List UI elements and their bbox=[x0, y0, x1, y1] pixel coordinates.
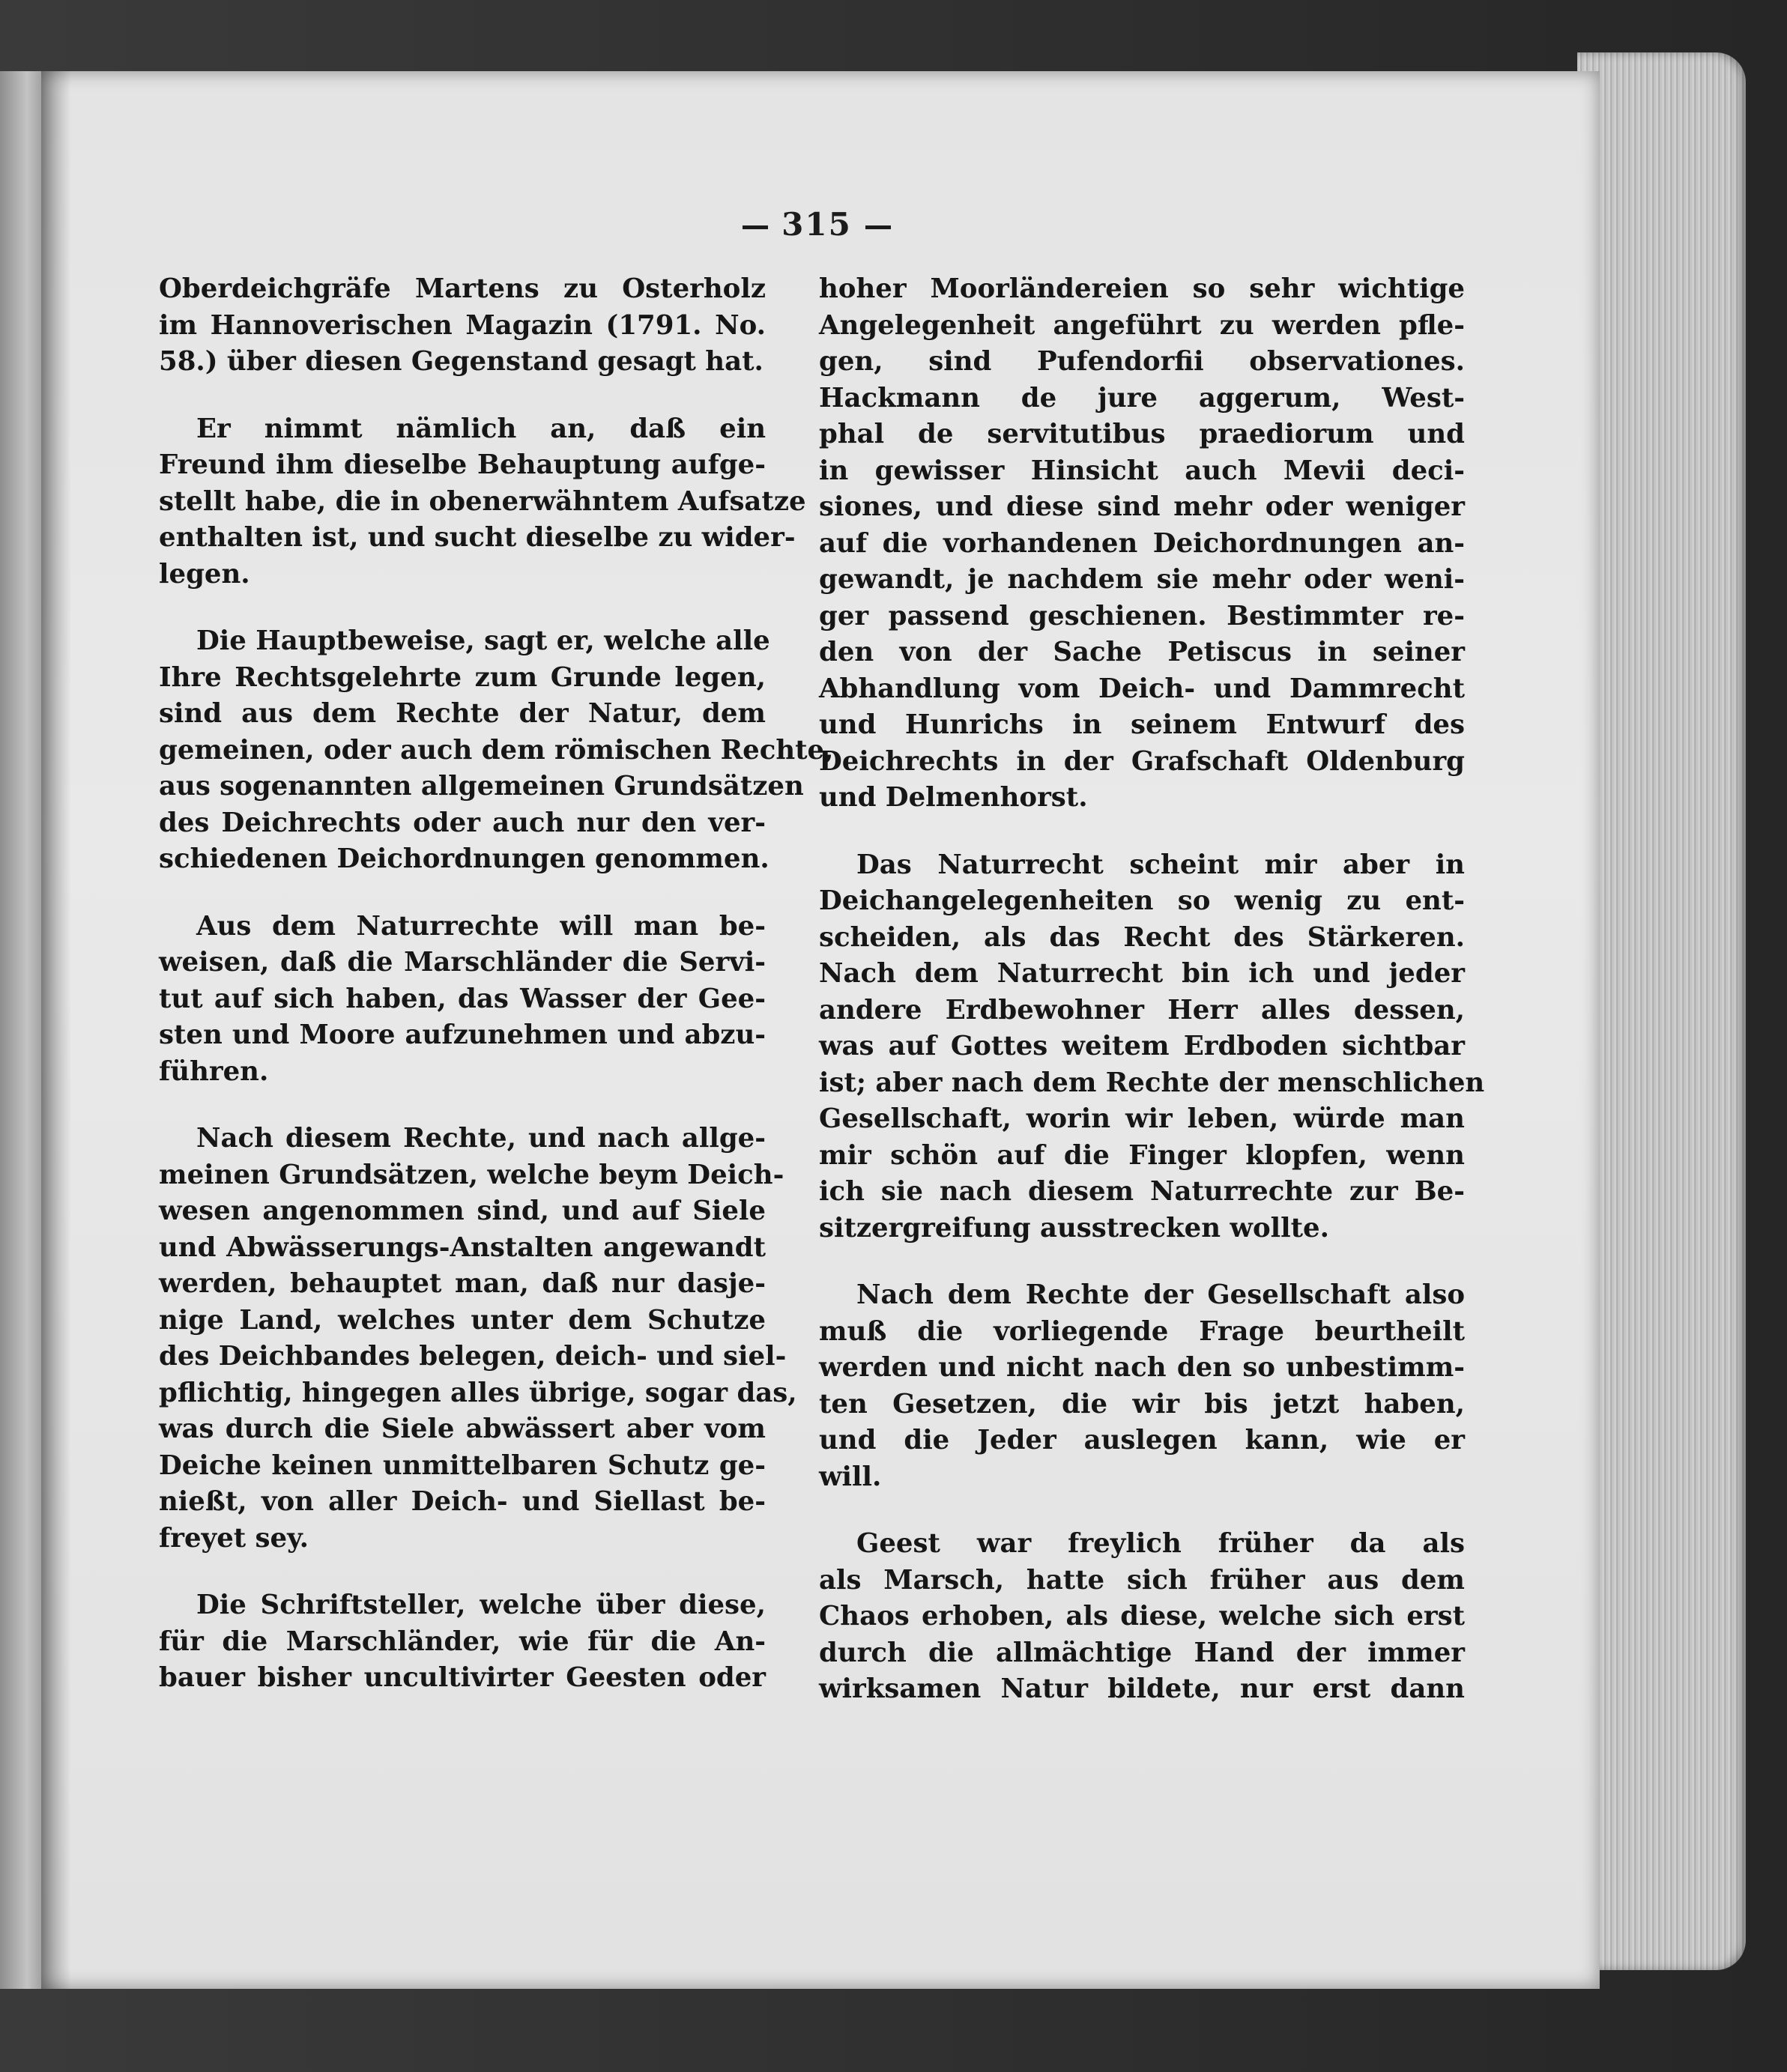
facing-page-edge bbox=[0, 71, 45, 1989]
text-line: Er nimmt nämlich an, daß ein bbox=[196, 413, 766, 444]
left-column bbox=[159, 271, 834, 1697]
text-line: Gesellschaft, worin wir leben, würde man bbox=[819, 1103, 1465, 1134]
text-line: wesen angenommen sind, und auf Siele bbox=[159, 1196, 766, 1226]
text-line: Deichangelegenheiten so wenig zu ent- bbox=[819, 885, 1465, 916]
text-line: was durch die Siele abwässert aber vom bbox=[159, 1414, 766, 1444]
text-line: was auf Gottes weitem Erdboden sichtbar bbox=[819, 1031, 1465, 1061]
text-line: muß die vorliegende Frage beurtheilt bbox=[819, 1315, 1465, 1347]
text-line: scheiden, als das Recht des Stärkeren. bbox=[819, 921, 1465, 953]
paragraph-gap bbox=[819, 1246, 1465, 1277]
text-line: werden, behauptet man, daß nur dasje- bbox=[159, 1268, 766, 1299]
header-dash-left bbox=[743, 225, 768, 229]
text-line: nige Land, welches unter dem Schutze bbox=[159, 1304, 766, 1336]
text-line: Die Hauptbeweise, sagt er, welche alle bbox=[196, 625, 770, 656]
text-line: Freund ihm dieselbe Behauptung aufge- bbox=[159, 449, 766, 480]
text-line: Die Schriftsteller, welche über diese, bbox=[196, 1590, 766, 1620]
text-line: Nach dem Rechte der Gesellschaft also bbox=[856, 1279, 1465, 1310]
paragraph bbox=[159, 1121, 797, 1557]
text-line: Nach dem Naturrecht bin ich und jeder bbox=[819, 958, 1465, 989]
text-line: bauer bisher uncultivirter Geesten oder bbox=[159, 1662, 766, 1693]
text-line: für die Marschländer, wie für die An- bbox=[159, 1626, 766, 1657]
text-line: mir schön auf die Finger klopfen, wenn bbox=[819, 1139, 1465, 1171]
paragraph-gap bbox=[159, 1090, 766, 1121]
text-line: phal de servitutibus praediorum und bbox=[819, 419, 1465, 449]
text-line: als Marsch, hatte sich früher aus dem bbox=[819, 1564, 1465, 1596]
paragraph bbox=[159, 909, 766, 1091]
text-line: gewandt, je nachdem sie mehr oder weni- bbox=[819, 564, 1465, 595]
text-line: enthalten ist, und sucht dieselbe zu wider- bbox=[159, 522, 796, 553]
text-line: Deiche keinen unmittelbaren Schutz ge- bbox=[159, 1450, 766, 1481]
paragraph bbox=[819, 1526, 1465, 1708]
text-line: Aus dem Naturrechte will man be- bbox=[196, 910, 766, 942]
text-line: nießt, von aller Deich- und Siellast be- bbox=[159, 1486, 766, 1517]
text-line: Angelegenheit angeführt zu werden pfle- bbox=[819, 309, 1465, 341]
text-line: Geest war freylich früher da als bbox=[856, 1528, 1465, 1559]
text-line: sten und Moore aufzunehmen und abzu- bbox=[159, 1020, 766, 1050]
text-line: Nach diesem Rechte, und nach allge- bbox=[196, 1123, 766, 1154]
text-line: legen. bbox=[159, 558, 250, 590]
text-line: des Deichbandes belegen, deich- und siel- bbox=[159, 1341, 787, 1372]
text-line: stellt habe, die in obenerwähntem Aufsatze bbox=[159, 485, 806, 517]
text-line: pflichtig, hingegen alles übrige, sogar das, bbox=[159, 1377, 797, 1408]
text-line: Deichrechts in der Grafschaft Oldenburg bbox=[819, 745, 1465, 777]
text-line: Hackmann de jure aggerum, West- bbox=[819, 382, 1465, 414]
paragraph bbox=[159, 1587, 766, 1697]
paragraph bbox=[819, 847, 1485, 1247]
paragraph bbox=[819, 1277, 1465, 1495]
text-line: und Delmenhorst. bbox=[819, 782, 1088, 813]
text-line: und die Jeder auslegen kann, wie er bbox=[819, 1425, 1465, 1455]
text-line: will. bbox=[819, 1461, 882, 1492]
text-line: Abhandlung vom Deich- und Dammrecht bbox=[819, 673, 1465, 704]
text-line: ten Gesetzen, die wir bis jetzt haben, bbox=[819, 1388, 1465, 1420]
text-line: und Abwässerungs-Anstalten angewandt bbox=[159, 1232, 766, 1263]
text-line: durch die allmächtige Hand der immer bbox=[819, 1637, 1465, 1668]
paragraph bbox=[819, 271, 1465, 817]
text-line: in gewisser Hinsicht auch Mevii deci- bbox=[819, 455, 1465, 486]
text-line: ger passend geschienen. Bestimmter re- bbox=[819, 600, 1465, 631]
text-line: Das Naturrecht scheint mir aber in bbox=[856, 849, 1465, 880]
paragraph bbox=[159, 623, 834, 878]
gutter-shadow bbox=[41, 71, 71, 1989]
header-dash-right bbox=[865, 225, 891, 229]
text-line: schiedenen Deichordnungen genommen. bbox=[159, 843, 769, 874]
text-line: 58.) über diesen Gegenstand gesagt hat. bbox=[159, 346, 764, 377]
text-line: führen. bbox=[159, 1055, 269, 1087]
text-line: Oberdeichgräfe Martens zu Osterholz bbox=[159, 273, 766, 304]
text-line: hoher Moorländereien so sehr wichtige bbox=[819, 273, 1465, 304]
text-line: gen, sind Pufendorfii observationes. bbox=[819, 346, 1465, 377]
text-line: Ihre Rechtsgelehrte zum Grunde legen, bbox=[159, 661, 766, 693]
paragraph-gap bbox=[159, 878, 766, 909]
paragraph-gap bbox=[159, 1557, 766, 1587]
paragraph-gap bbox=[819, 817, 1465, 847]
text-line: siones, und diese sind mehr oder weniger bbox=[819, 491, 1465, 522]
text-line: tut auf sich haben, das Wasser der Gee- bbox=[159, 983, 766, 1014]
paragraph-gap bbox=[819, 1495, 1465, 1526]
paragraph-gap bbox=[159, 593, 766, 623]
text-line: Chaos erhoben, als diese, welche sich erst bbox=[819, 1601, 1465, 1632]
page-header bbox=[704, 206, 929, 243]
text-line: im Hannoverischen Magazin (1791. No. bbox=[159, 309, 766, 341]
text-line: auf die vorhandenen Deichordnungen an- bbox=[819, 527, 1465, 559]
text-line: und Hunrichs in seinem Entwurf des bbox=[819, 709, 1465, 740]
paragraph bbox=[159, 411, 806, 593]
text-line: aus sogenannten allgemeinen Grundsätzen bbox=[159, 771, 804, 802]
text-line: andere Erdbewohner Herr alles dessen, bbox=[819, 994, 1465, 1026]
book-page-edges bbox=[1577, 52, 1746, 1970]
text-line: sind aus dem Rechte der Natur, dem bbox=[159, 698, 766, 729]
text-line: ist; aber nach dem Rechte der menschlichen bbox=[819, 1067, 1485, 1098]
text-line: den von der Sache Petiscus in seiner bbox=[819, 637, 1465, 667]
text-line: meinen Grundsätzen, welche beym Deich- bbox=[159, 1159, 784, 1190]
page-number: 315 bbox=[781, 206, 852, 243]
text-line: freyet sey. bbox=[159, 1522, 309, 1554]
text-line: wirksamen Natur bildete, nur erst dann bbox=[819, 1673, 1465, 1704]
text-line: weisen, daß die Marschländer die Servi- bbox=[159, 947, 766, 978]
right-column bbox=[819, 271, 1485, 1708]
text-line: sitzergreifung ausstrecken wollte. bbox=[819, 1212, 1329, 1243]
text-line: ich sie nach diesem Naturrechte zur Be- bbox=[819, 1176, 1465, 1207]
paragraph bbox=[159, 271, 766, 381]
text-line: gemeinen, oder auch dem römischen Rechte, bbox=[159, 734, 834, 766]
paragraph-gap bbox=[159, 381, 766, 411]
text-line: werden und nicht nach den so unbestimm- bbox=[819, 1352, 1465, 1383]
text-line: des Deichrechts oder auch nur den ver- bbox=[159, 807, 766, 838]
